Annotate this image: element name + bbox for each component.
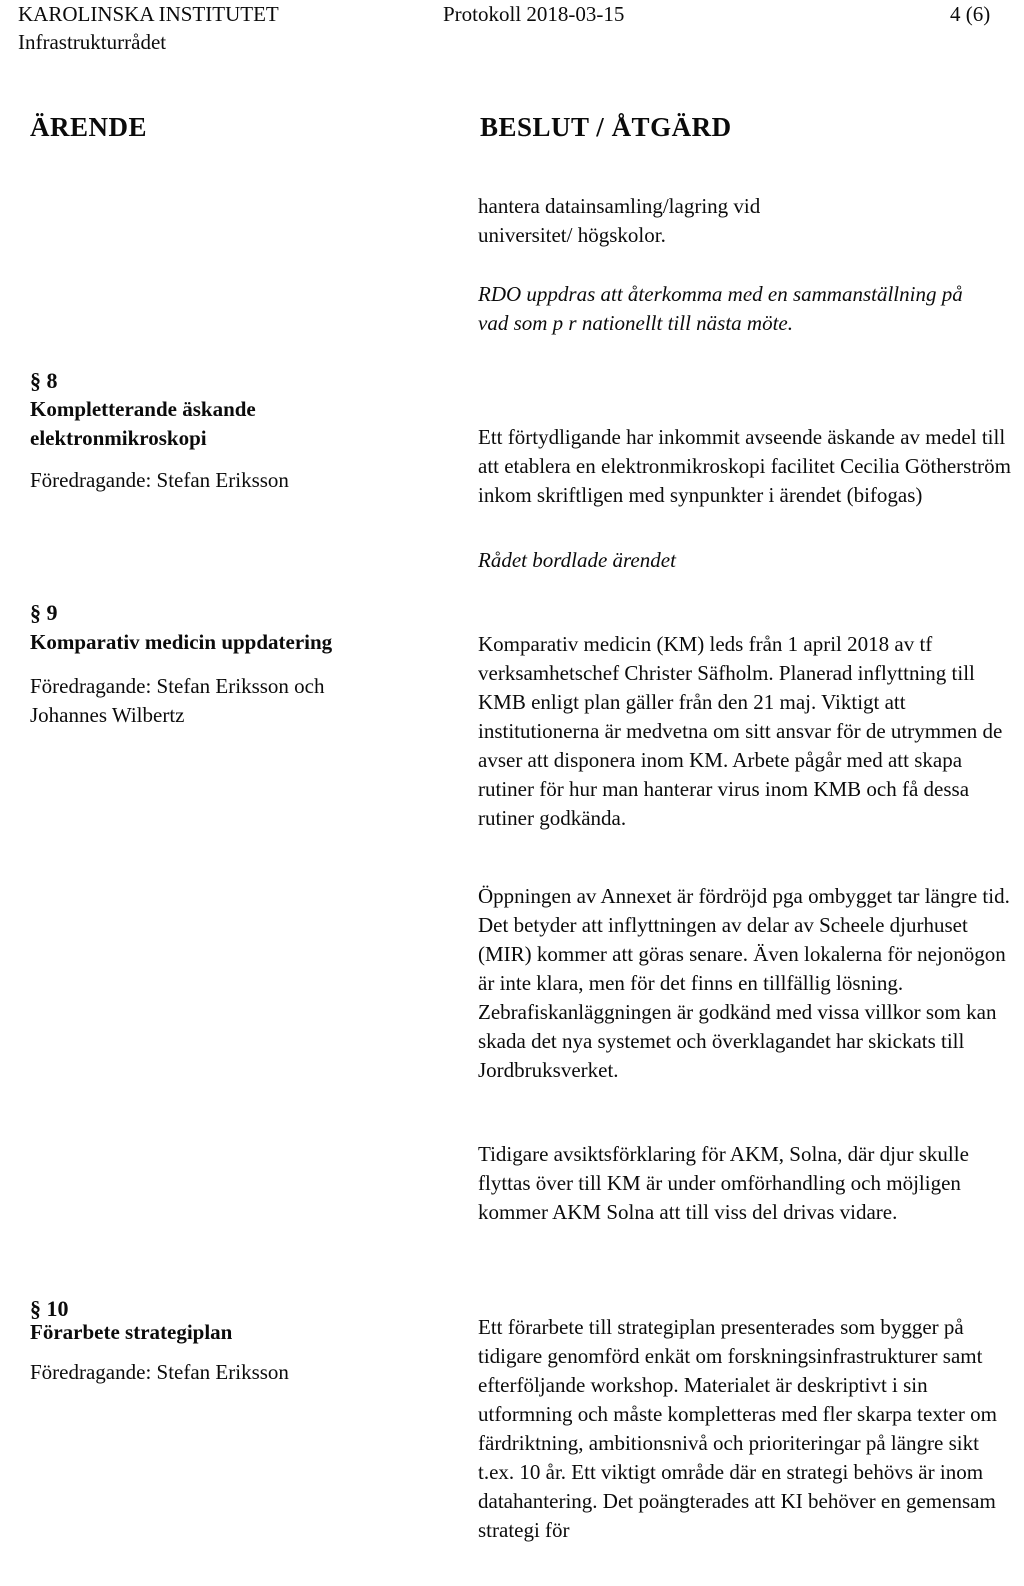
protocol-date: Protokoll 2018-03-15 [443,2,625,26]
section-8-paragraph-1: Ett förtydligande har inkommit avseende äskande av medel till att etablera en elektronmikroskopi facilitet Cecilia Götherström inkom skriftligen med synpunkter i ärendet (bifogas) [478,425,1011,507]
section-9-presenter: Föredragande: Stefan Eriksson och Johannes Wilbertz [30,674,325,727]
section-10-number: § 10 [30,1296,69,1321]
section-9-paragraph-2: Öppningen av Annexet är fördröjd pga ombygget tar längre tid. Det betyder att inflyttningen av delar av Scheele djurhuset (MIR) kommer att göras senare. Även lokalerna för nejonögon är inte klara, men för det finns en tillfällig lösning. Zebrafiskanläggningen är godkänd med vissa villkor som kan skada det nya systemet och överklagandet har skickats till Jordbruksverket. [478,884,1010,1082]
section-9-title: Komparativ medicin uppdatering [30,630,333,654]
continuation-decision: RDO uppdras att återkomma med en sammanställning på vad som p r nationellt till nästa möte. [478,282,963,335]
page-number: 4 (6) [950,2,991,26]
section-10-paragraph-1: Ett förarbete till strategiplan presenterades som bygger på tidigare genomförd enkät om forskningsinfrastrukturer samt efterföljande workshop. Materialet är deskriptivt i sin utformning och måste kompletteras med fler skarpa texter om färdriktning, ambitionsnivå och prioriteringar på längre sikt t.ex. 10 år. Ett viktigt område där en strategi behövs är inom datahantering. Det poängterades att KI behöver en gemensam strategi för [478,1315,998,1542]
institution-name: KAROLINSKA INSTITUTET [18,2,279,26]
section-9-number: § 9 [30,600,58,625]
section-9-paragraph-1: Komparativ medicin (KM) leds från 1 april 2018 av tf verksamhetschef Christer Säfholm. Planerad inflyttning till KMB enligt plan gäller från den 21 maj. Viktigt att institutionerna är medvetna om sitt ansvar för de utrymmen de avser att disponera inom KM. Arbete pågår med att skapa rutiner för hur man hanterar virus inom KMB och få dessa rutiner godkända. [478,632,1003,830]
continuation-text: hantera datainsamling/lagring vid universitet/ högskolor. [478,194,761,247]
column-heading-beslut: BESLUT / ÅTGÄRD [480,112,732,142]
section-8-title: Kompletterande äskande elektronmikroskopi [30,397,256,450]
section-10-title: Förarbete strategiplan [30,1320,233,1344]
section-8-number: § 8 [30,368,58,393]
unit-name: Infrastrukturrådet [18,30,167,54]
section-8-decision: Rådet bordlade ärendet [478,548,676,572]
section-9-paragraph-3: Tidigare avsiktsförklaring för AKM, Solna, där djur skulle flyttas över till KM är under omförhandling och möjligen kommer AKM Solna att till viss del drivas vidare. [478,1142,969,1224]
section-10-presenter: Föredragande: Stefan Eriksson [30,1360,289,1384]
section-8-presenter: Föredragande: Stefan Eriksson [30,468,289,492]
column-heading-arende: ÄRENDE [30,112,148,142]
